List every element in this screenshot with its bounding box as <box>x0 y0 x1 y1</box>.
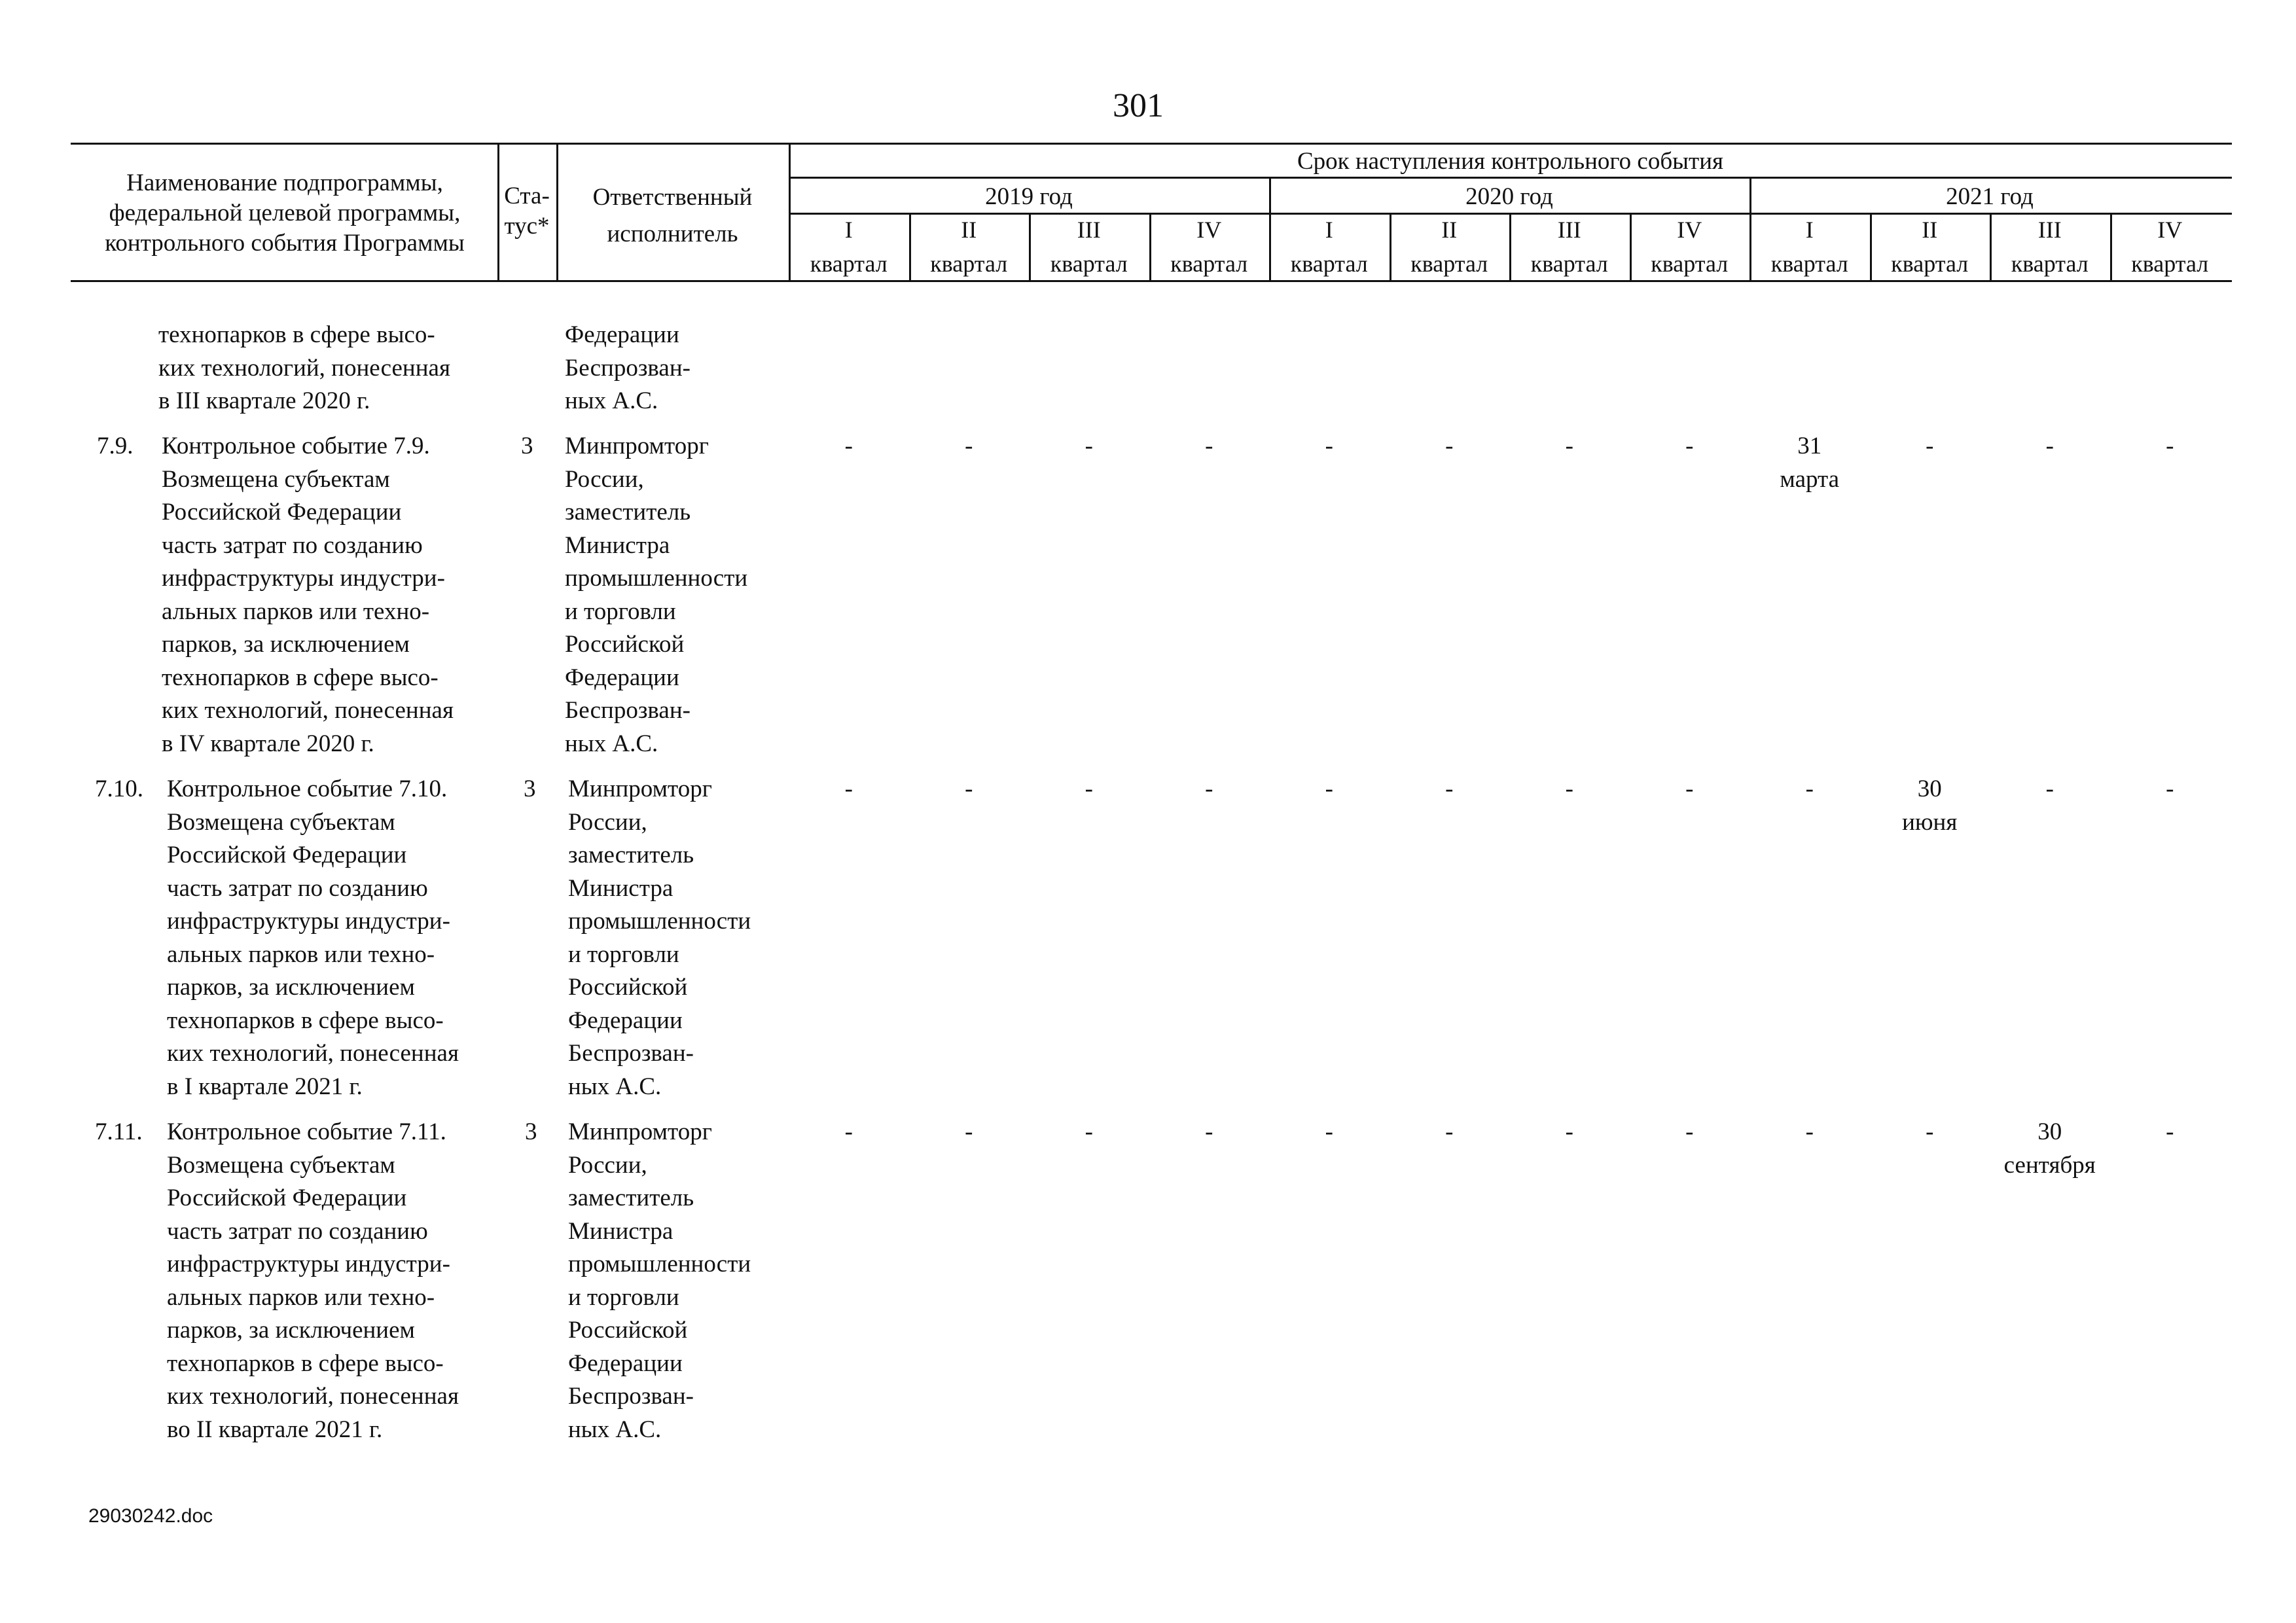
no-event-dash: - <box>1565 433 1573 459</box>
quarter-word: квартал <box>1410 251 1488 277</box>
responsible-line: Министра <box>568 874 673 902</box>
quarter-numeral: I <box>1325 217 1333 243</box>
event-name-line: Российской Федерации <box>167 842 407 868</box>
no-event-dash: - <box>1325 776 1333 802</box>
no-event-dash: - <box>2166 1118 2174 1145</box>
event-name-line: Возмещена субъектам <box>162 465 390 493</box>
document-filename: 29030242.doc <box>88 1505 213 1527</box>
no-event-dash: - <box>1685 776 1694 802</box>
no-event-dash: - <box>844 433 853 459</box>
row-number: 7.9. <box>97 433 134 459</box>
event-name-line: ких технологий, понесенная <box>167 1383 459 1410</box>
no-event-dash: - <box>1926 433 1934 459</box>
event-name-line: часть затрат по созданию <box>167 874 428 902</box>
event-name-line: инфраструктуры индустри- <box>167 908 450 935</box>
header-top-rule <box>71 143 2232 145</box>
responsible-line: заместитель <box>565 499 691 526</box>
quarter-word: квартал <box>1170 251 1248 277</box>
no-event-dash: - <box>1205 776 1213 802</box>
event-name-line: Контрольное событие 7.10. <box>167 776 448 802</box>
event-name-line: ких технологий, понесенная <box>167 1040 459 1067</box>
event-name-line: Российской Федерации <box>162 499 402 526</box>
event-name-line: часть затрат по созданию <box>167 1217 428 1245</box>
header-name-col: контрольного события Программы <box>105 230 465 257</box>
event-name-line: Возмещена субъектам <box>167 1151 395 1179</box>
event-name-line: технопарков в сфере высо- <box>158 321 435 348</box>
quarter-numeral: IV <box>1196 217 1222 243</box>
responsible-line: ных А.С. <box>565 730 658 757</box>
quarter-word: квартал <box>1530 251 1608 277</box>
no-event-dash: - <box>1445 776 1454 802</box>
responsible-line: Российской <box>568 1317 688 1344</box>
no-event-dash: - <box>2166 776 2174 802</box>
event-day: 31 <box>1797 433 1822 459</box>
no-event-dash: - <box>1565 776 1573 802</box>
event-name-line: Возмещена субъектам <box>167 808 395 836</box>
event-name-line: парков, за исключением <box>162 631 410 658</box>
quarter-numeral: I <box>844 217 853 243</box>
responsible-line: Минпромторг <box>568 1118 712 1145</box>
event-month: сентября <box>2003 1151 2096 1179</box>
no-event-dash: - <box>965 1118 973 1145</box>
no-event-dash: - <box>1085 776 1093 802</box>
quarter-word: квартал <box>2131 251 2209 277</box>
quarter-word: квартал <box>1891 251 1969 277</box>
quarter-numeral: III <box>1557 217 1581 243</box>
quarter-numeral: III <box>2037 217 2062 243</box>
no-event-dash: - <box>1685 433 1694 459</box>
quarter-numeral: III <box>1077 217 1101 243</box>
event-month: июня <box>1902 808 1958 836</box>
event-name-line: Российской Федерации <box>167 1185 407 1211</box>
year-label: 2020 год <box>1465 183 1553 210</box>
quarter-numeral: II <box>1441 217 1458 243</box>
year-label: 2019 год <box>985 183 1073 210</box>
no-event-dash: - <box>1085 1118 1093 1145</box>
responsible-line: России, <box>568 1151 647 1179</box>
event-name-line: в III квартале 2020 г. <box>158 387 370 414</box>
event-month: марта <box>1780 465 1840 493</box>
header-bottom-rule <box>71 280 2232 282</box>
responsible-line: Министра <box>565 531 670 559</box>
event-name-line: в IV квартале 2020 г. <box>162 730 374 757</box>
event-name-line: парков, за исключением <box>167 974 415 1001</box>
responsible-line: Министра <box>568 1217 673 1245</box>
responsible-line: и торговли <box>565 597 676 625</box>
event-day: 30 <box>1917 776 1942 802</box>
event-name-line: Контрольное событие 7.9. <box>162 433 430 459</box>
no-event-dash: - <box>965 776 973 802</box>
quarter-word: квартал <box>810 251 888 277</box>
quarter-word: квартал <box>2011 251 2089 277</box>
no-event-dash: - <box>1325 1118 1333 1145</box>
header-status-col: тус* <box>504 213 550 240</box>
header-name-col: федеральной целевой программы, <box>109 200 461 226</box>
event-name-line: технопарков в сфере высо- <box>162 664 439 691</box>
event-day: 30 <box>2037 1118 2062 1145</box>
responsible-line: Минпромторг <box>568 776 712 802</box>
responsible-line: Беспрозван- <box>568 1040 694 1067</box>
quarter-word: квартал <box>1290 251 1368 277</box>
no-event-dash: - <box>1685 1118 1694 1145</box>
responsible-line: промышленности <box>565 565 748 592</box>
no-event-dash: - <box>1926 1118 1934 1145</box>
no-event-dash: - <box>1565 1118 1573 1145</box>
responsible-line: заместитель <box>568 1185 694 1211</box>
no-event-dash: - <box>1205 433 1213 459</box>
no-event-dash: - <box>1445 433 1454 459</box>
quarter-word: квартал <box>1050 251 1128 277</box>
responsible-line: Федерации <box>565 321 679 348</box>
event-name-line: парков, за исключением <box>167 1317 415 1344</box>
header-responsible-col: Ответственный <box>592 184 753 211</box>
quarter-numeral: IV <box>1677 217 1702 243</box>
no-event-dash: - <box>1325 433 1333 459</box>
header-name-col: Наименование подпрограммы, <box>126 169 443 196</box>
event-name-line: альных парков или техно- <box>167 940 435 968</box>
event-name-line: часть затрат по созданию <box>162 531 423 559</box>
status-value: 3 <box>524 776 536 802</box>
no-event-dash: - <box>2045 776 2054 802</box>
no-event-dash: - <box>1445 1118 1454 1145</box>
no-event-dash: - <box>1805 776 1814 802</box>
responsible-line: промышленности <box>568 908 751 935</box>
year-label: 2021 год <box>1946 183 2034 210</box>
quarter-numeral: IV <box>2157 217 2183 243</box>
responsible-line: Федерации <box>565 664 679 691</box>
responsible-line: Российской <box>565 631 685 658</box>
no-event-dash: - <box>1085 433 1093 459</box>
responsible-line: Федерации <box>568 1007 683 1034</box>
quarter-numeral: II <box>961 217 977 243</box>
event-name-line: технопарков в сфере высо- <box>167 1349 444 1377</box>
row-number: 7.11. <box>95 1118 143 1145</box>
quarter-word: квартал <box>1651 251 1729 277</box>
responsible-line: и торговли <box>568 940 679 968</box>
quarter-numeral: II <box>1922 217 1938 243</box>
responsible-line: промышленности <box>568 1251 751 1277</box>
responsible-line: Федерации <box>568 1349 683 1377</box>
status-value: 3 <box>525 1118 537 1145</box>
status-value: 3 <box>521 433 533 459</box>
event-name-line: во II квартале 2021 г. <box>167 1416 383 1443</box>
no-event-dash: - <box>1205 1118 1213 1145</box>
event-name-line: ких технологий, понесенная <box>162 697 454 724</box>
deadline-title: Срок наступления контрольного события <box>1297 148 1724 175</box>
responsible-line: Российской <box>568 974 688 1001</box>
event-name-line: технопарков в сфере высо- <box>167 1007 444 1034</box>
event-name-line: инфраструктуры индустри- <box>162 565 445 592</box>
no-event-dash: - <box>844 1118 853 1145</box>
no-event-dash: - <box>2166 433 2174 459</box>
page-number: 301 <box>1113 87 1164 124</box>
responsible-line: и торговли <box>568 1283 679 1311</box>
responsible-line: Беспрозван- <box>565 697 691 724</box>
quarter-word: квартал <box>1770 251 1848 277</box>
quarter-word: квартал <box>930 251 1008 277</box>
no-event-dash: - <box>844 776 853 802</box>
responsible-line: России, <box>565 465 644 493</box>
responsible-line: Минпромторг <box>565 433 709 459</box>
event-name-line: в I квартале 2021 г. <box>167 1073 363 1100</box>
row-number: 7.10. <box>95 776 143 802</box>
header-status-col: Ста- <box>504 183 550 209</box>
event-name-line: альных парков или техно- <box>167 1283 435 1311</box>
no-event-dash: - <box>2045 433 2054 459</box>
no-event-dash: - <box>1805 1118 1814 1145</box>
event-name-line: ких технологий, понесенная <box>158 354 450 382</box>
event-name-line: Контрольное событие 7.11. <box>167 1118 446 1145</box>
responsible-line: заместитель <box>568 842 694 868</box>
responsible-line: ных А.С. <box>565 387 658 414</box>
responsible-line: Беспрозван- <box>568 1383 694 1410</box>
responsible-line: Беспрозван- <box>565 354 691 382</box>
responsible-line: ных А.С. <box>568 1073 662 1100</box>
event-name-line: альных парков или техно- <box>162 597 430 625</box>
event-name-line: инфраструктуры индустри- <box>167 1251 450 1277</box>
no-event-dash: - <box>965 433 973 459</box>
responsible-line: России, <box>568 808 647 836</box>
responsible-line: ных А.С. <box>568 1416 662 1443</box>
header-responsible-col: исполнитель <box>607 221 738 247</box>
quarter-numeral: I <box>1805 217 1814 243</box>
